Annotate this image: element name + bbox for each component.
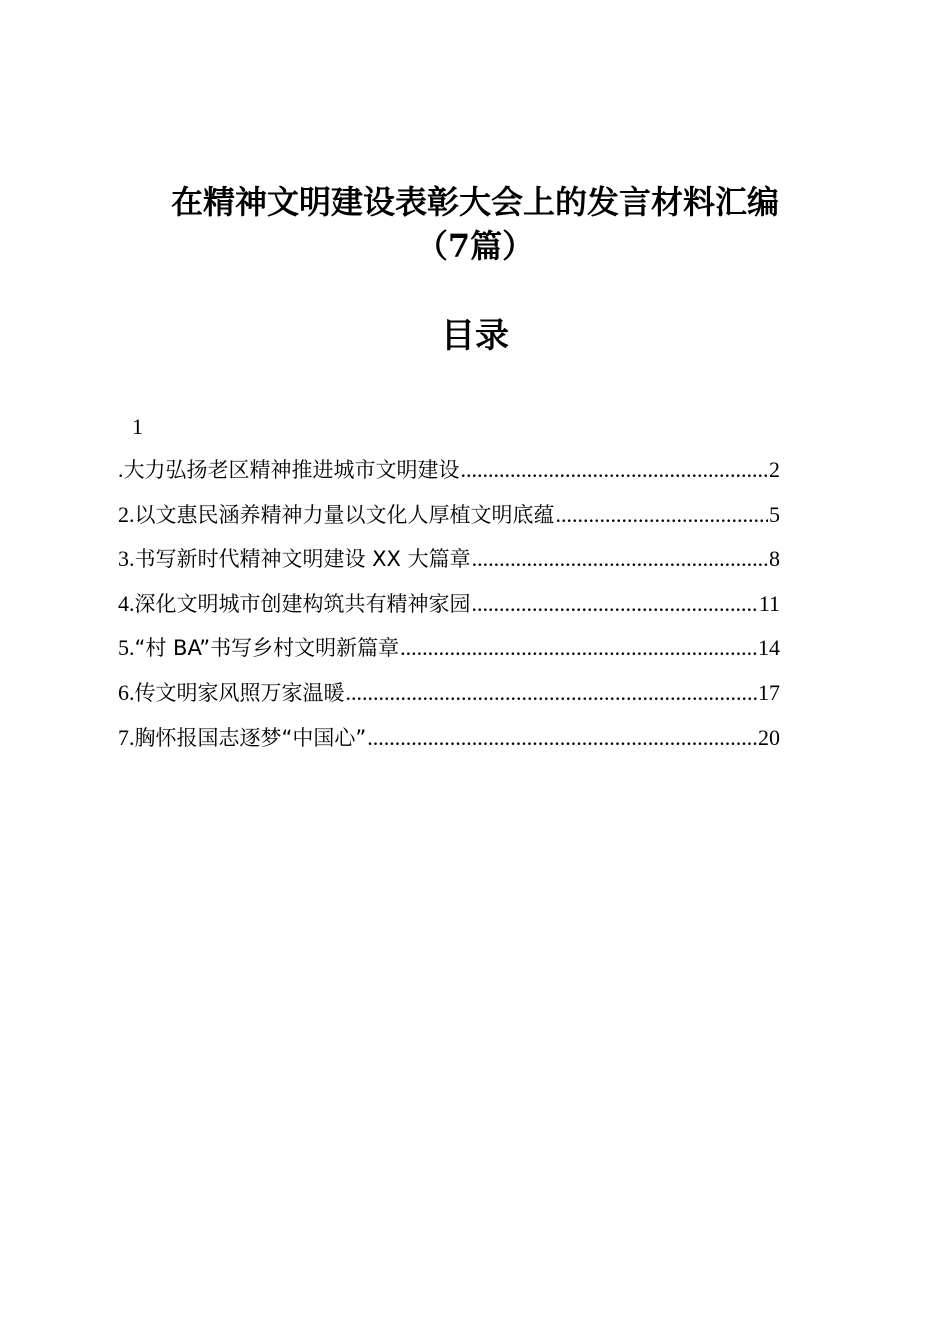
toc-entry-page: 14 <box>758 635 780 661</box>
toc-entry-number: 5. <box>118 635 135 661</box>
toc-entry-6[interactable] <box>118 678 780 723</box>
toc-entry-page: 20 <box>758 724 780 750</box>
toc-entry-number: 7. <box>118 724 135 750</box>
toc-entry-2[interactable] <box>118 500 780 545</box>
toc-entry-3[interactable] <box>118 544 780 589</box>
toc-entry-number: . <box>118 457 124 482</box>
toc-entry-page: 17 <box>758 679 780 705</box>
toc-entry-title: 书写新时代精神文明建设 XX 大篇章 <box>134 547 471 572</box>
toc-entry-title: 传文明家风照万家温暖 <box>134 680 345 705</box>
toc-entry-title: 大力弘扬老区精神推进城市文明建设 <box>123 458 460 482</box>
toc-entry-5[interactable] <box>118 633 780 678</box>
toc-entry-number: 3. <box>118 546 135 572</box>
toc-leader-dots <box>472 589 758 619</box>
toc-entry-page: 8 <box>769 546 780 572</box>
toc-entry-1[interactable] <box>118 455 780 500</box>
toc-entry-title: “村 BA”书写乡村文明新篇章 <box>134 636 400 661</box>
document-subtitle-count: （7篇） <box>415 227 535 265</box>
toc-leader-dots <box>346 678 758 708</box>
toc-leader-dots <box>472 544 768 574</box>
table-of-contents <box>118 455 780 767</box>
toc-heading: 目录 <box>441 316 509 356</box>
toc-entry-page: 2 <box>769 457 780 482</box>
toc-leader-dots <box>400 633 757 663</box>
toc-entry-page: 5 <box>769 501 780 527</box>
toc-leader-dots <box>556 500 769 530</box>
toc-entry-7[interactable] <box>118 723 780 768</box>
toc-leader-dots <box>367 723 757 753</box>
toc-leader-dots <box>461 455 769 485</box>
toc-entry-number: 6. <box>118 679 135 705</box>
document-title: 在精神文明建设表彰大会上的发言材料汇编 <box>170 183 779 221</box>
toc-entry-number: 2. <box>118 501 135 527</box>
toc-entry-page: 11 <box>758 590 780 616</box>
toc-entry-number: 4. <box>118 590 135 616</box>
toc-entry-title: 胸怀报国志逐梦“中国心” <box>134 725 367 750</box>
toc-entry-title: 深化文明城市创建构筑共有精神家园 <box>134 591 471 616</box>
toc-stray-number: 1 <box>132 414 143 439</box>
toc-entry-title: 以文惠民涵养精神力量以文化人厚植文明底蕴 <box>134 502 555 527</box>
toc-entry-4[interactable] <box>118 589 780 634</box>
